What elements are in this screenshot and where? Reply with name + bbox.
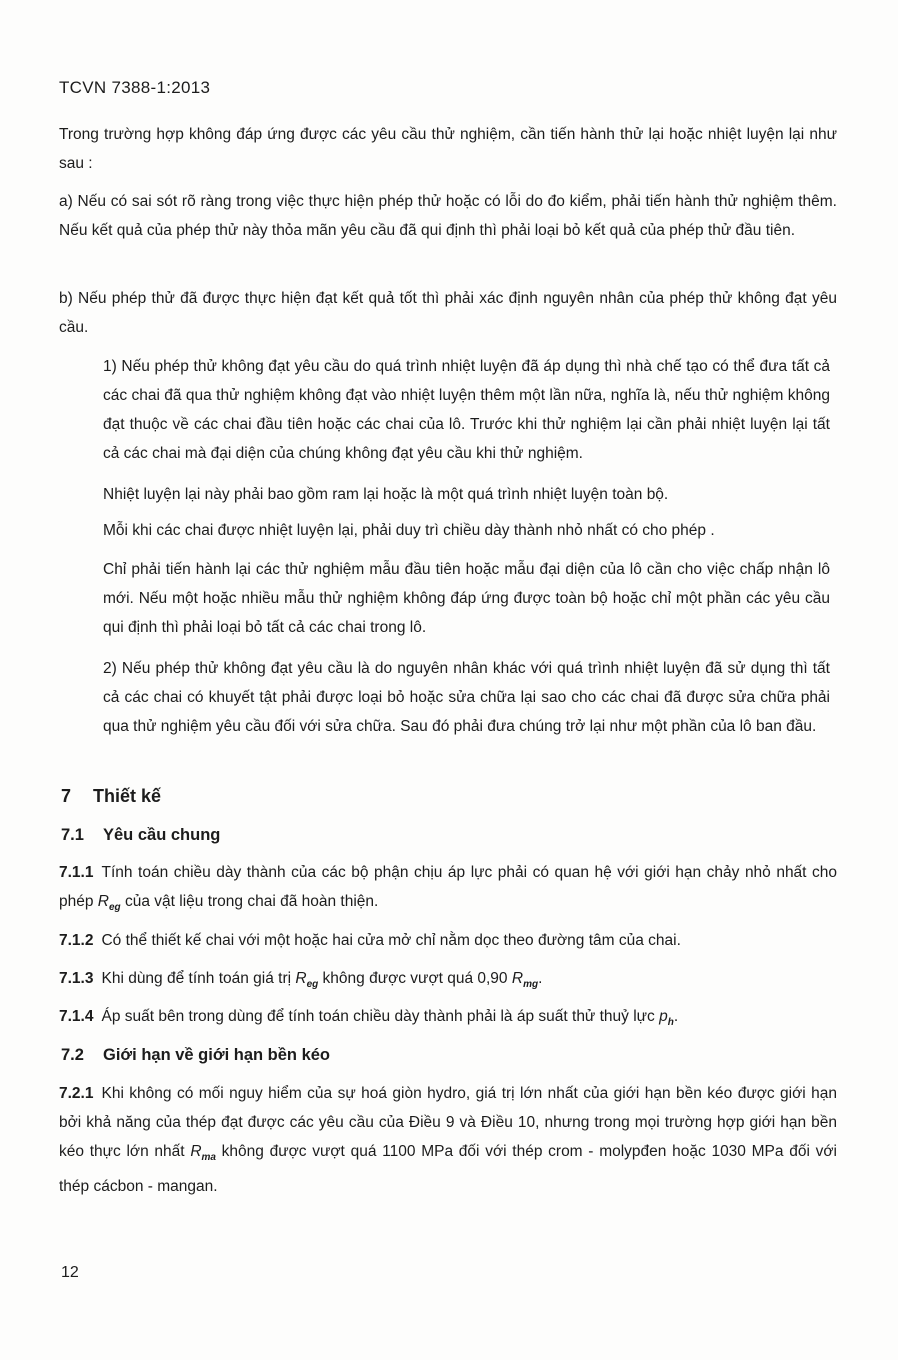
item-b2-paragraph: 2) Nếu phép thử không đạt yêu cầu là do nguyên nhân khác với quá trình nhiệt luyện đã sử dụng thì tất cả các chai có khuyết tật phải được loại bỏ hoặc sửa chữa lại sao cho các chai đã được sửa chữa phải qua thử nghiệm yêu cầu đối với sửa chữa. Sau đó phải đưa chúng trở lại như một phần của lô ban đầu. [103, 660, 830, 735]
clause-text: của vật liệu trong chai đã hoàn thiện. [120, 893, 379, 910]
clause-number: 7.2.1 [59, 1085, 94, 1102]
clause-text: Áp suất bên trong dùng để tính toán chiều dày thành phải là áp suất thử thuỷ lực [101, 1008, 660, 1025]
symbol-subscript: eg [306, 979, 319, 991]
symbol-ph [659, 1008, 674, 1029]
intro-paragraph: Trong trường hợp không đáp ứng được các yêu cầu thử nghiệm, cần tiến hành thử lại hoặc nhiệt luyện lại như sau : [59, 126, 837, 172]
clause-7-1-2 [59, 926, 837, 955]
symbol-letter: R [190, 1143, 202, 1160]
symbol-reg [295, 970, 319, 991]
symbol-letter: R [295, 970, 307, 987]
clause-text: . [538, 970, 543, 987]
item-b1-reheat-paragraph: Nhiệt luyện lại này phải bao gồm ram lại hoặc là một quá trình nhiệt luyện toàn bộ. [103, 486, 669, 503]
clause-text: Khi dùng để tính toán giá trị [101, 970, 296, 987]
item-b1-retest-paragraph: Chỉ phải tiến hành lại các thử nghiệm mẫu đầu tiên hoặc mẫu đại diện của lô cần cho việc chấp nhận lô mới. Nếu một hoặc nhiều mẫu thử nghiệm không đáp ứng được toàn bộ hoặc chỉ một phần các yêu cầu qui định thì phải loại bỏ tất cả các chai trong lô. [103, 561, 830, 636]
symbol-letter: R [511, 970, 524, 987]
clause-number: 7.1.3 [59, 970, 94, 987]
section-title: Thiết kế [93, 786, 162, 806]
item-a-paragraph: a) Nếu có sai sót rõ ràng trong việc thực hiện phép thử hoặc có lỗi do đo kiểm, phải tiến hành thử nghiệm thêm. Nếu kết quả của phép thử này thỏa mãn yêu cầu đã qui định thì phải loại bỏ kết quả của phép thử đầu tiên. [59, 193, 837, 239]
standard-code: TCVN 7388-1:2013 [59, 78, 211, 97]
subsection-number: 7.1 [61, 826, 84, 844]
section-number: 7 [61, 786, 72, 806]
symbol-subscript: eg [109, 902, 121, 914]
symbol-letter: p [659, 1008, 668, 1025]
symbol-subscript: h [667, 1017, 674, 1029]
clause-text: Khi không có mối nguy hiểm của sự hoá giòn hydro, giá trị lớn nhất của giới hạn bền kéo được giới hạn bởi khả năng của thép đạt được các yêu cầu của Điều 9 và Điều 10, nhưng trong mọi trường hợp giới hạn bền kéo thực lớn nhất [59, 1085, 837, 1160]
clause-7-1-3 [59, 964, 837, 999]
clause-7-2-1 [59, 1079, 837, 1201]
clause-7-1-1 [59, 858, 837, 922]
clause-text: . [673, 1008, 679, 1025]
clause-text: không được vượt quá 1100 MPa đối với thép crom - molypđen hoặc 1030 MPa đối với thép cácbon - mangan. [59, 1143, 837, 1196]
subsection-title: Yêu cầu chung [103, 826, 221, 844]
section-7-2-heading [61, 1041, 330, 1070]
symbol-subscript: ma [201, 1152, 216, 1164]
clause-number: 7.1.2 [59, 932, 94, 949]
symbol-subscript: mg [523, 979, 539, 991]
clause-number: 7.1.1 [59, 864, 94, 881]
symbol-rma [190, 1143, 216, 1164]
symbol-letter: R [97, 893, 109, 910]
page-number: 12 [61, 1264, 79, 1281]
clause-text: Có thể thiết kế chai với một hoặc hai cửa mở chỉ nằm dọc theo đường tâm của chai. [101, 932, 681, 949]
section-7-1-heading [61, 821, 220, 850]
item-b1-thickness-paragraph: Mỗi khi các chai được nhiệt luyện lại, phải duy trì chiều dày thành nhỏ nhất có cho phép . [103, 522, 715, 539]
section-7-heading [61, 782, 161, 811]
clause-text: Tính toán chiều dày thành của các bộ phận chịu áp lực phải có quan hệ với giới hạn chảy nhỏ nhất cho phép [59, 864, 837, 910]
item-b1-paragraph: 1) Nếu phép thử không đạt yêu cầu do quá trình nhiệt luyện đã áp dụng thì nhà chế tạo có thể đưa tất cả các chai đã qua thử nghiệm không đạt vào nhiệt luyện thêm một lần nữa, nghĩa là, nếu thử nghiệm không đạt thuộc về các chai đầu tiên hoặc các chai của lô. Trước khi thử nghiệm lại cần phải nhiệt luyện lại tất cả các chai mà đại diện của chúng không đạt yêu cầu khi thử nghiệm. [103, 358, 830, 462]
clause-number: 7.1.4 [59, 1008, 94, 1025]
subsection-number: 7.2 [61, 1046, 84, 1064]
clause-7-1-4 [59, 1002, 837, 1037]
symbol-reg [97, 893, 121, 914]
item-b-paragraph: b) Nếu phép thử đã được thực hiện đạt kết quả tốt thì phải xác định nguyên nhân của phép thử không đạt yêu cầu. [59, 290, 837, 336]
subsection-title: Giới hạn về giới hạn bền kéo [103, 1046, 331, 1064]
clause-text: không được vượt quá 0,90 [318, 970, 512, 987]
symbol-rmg [511, 970, 539, 991]
